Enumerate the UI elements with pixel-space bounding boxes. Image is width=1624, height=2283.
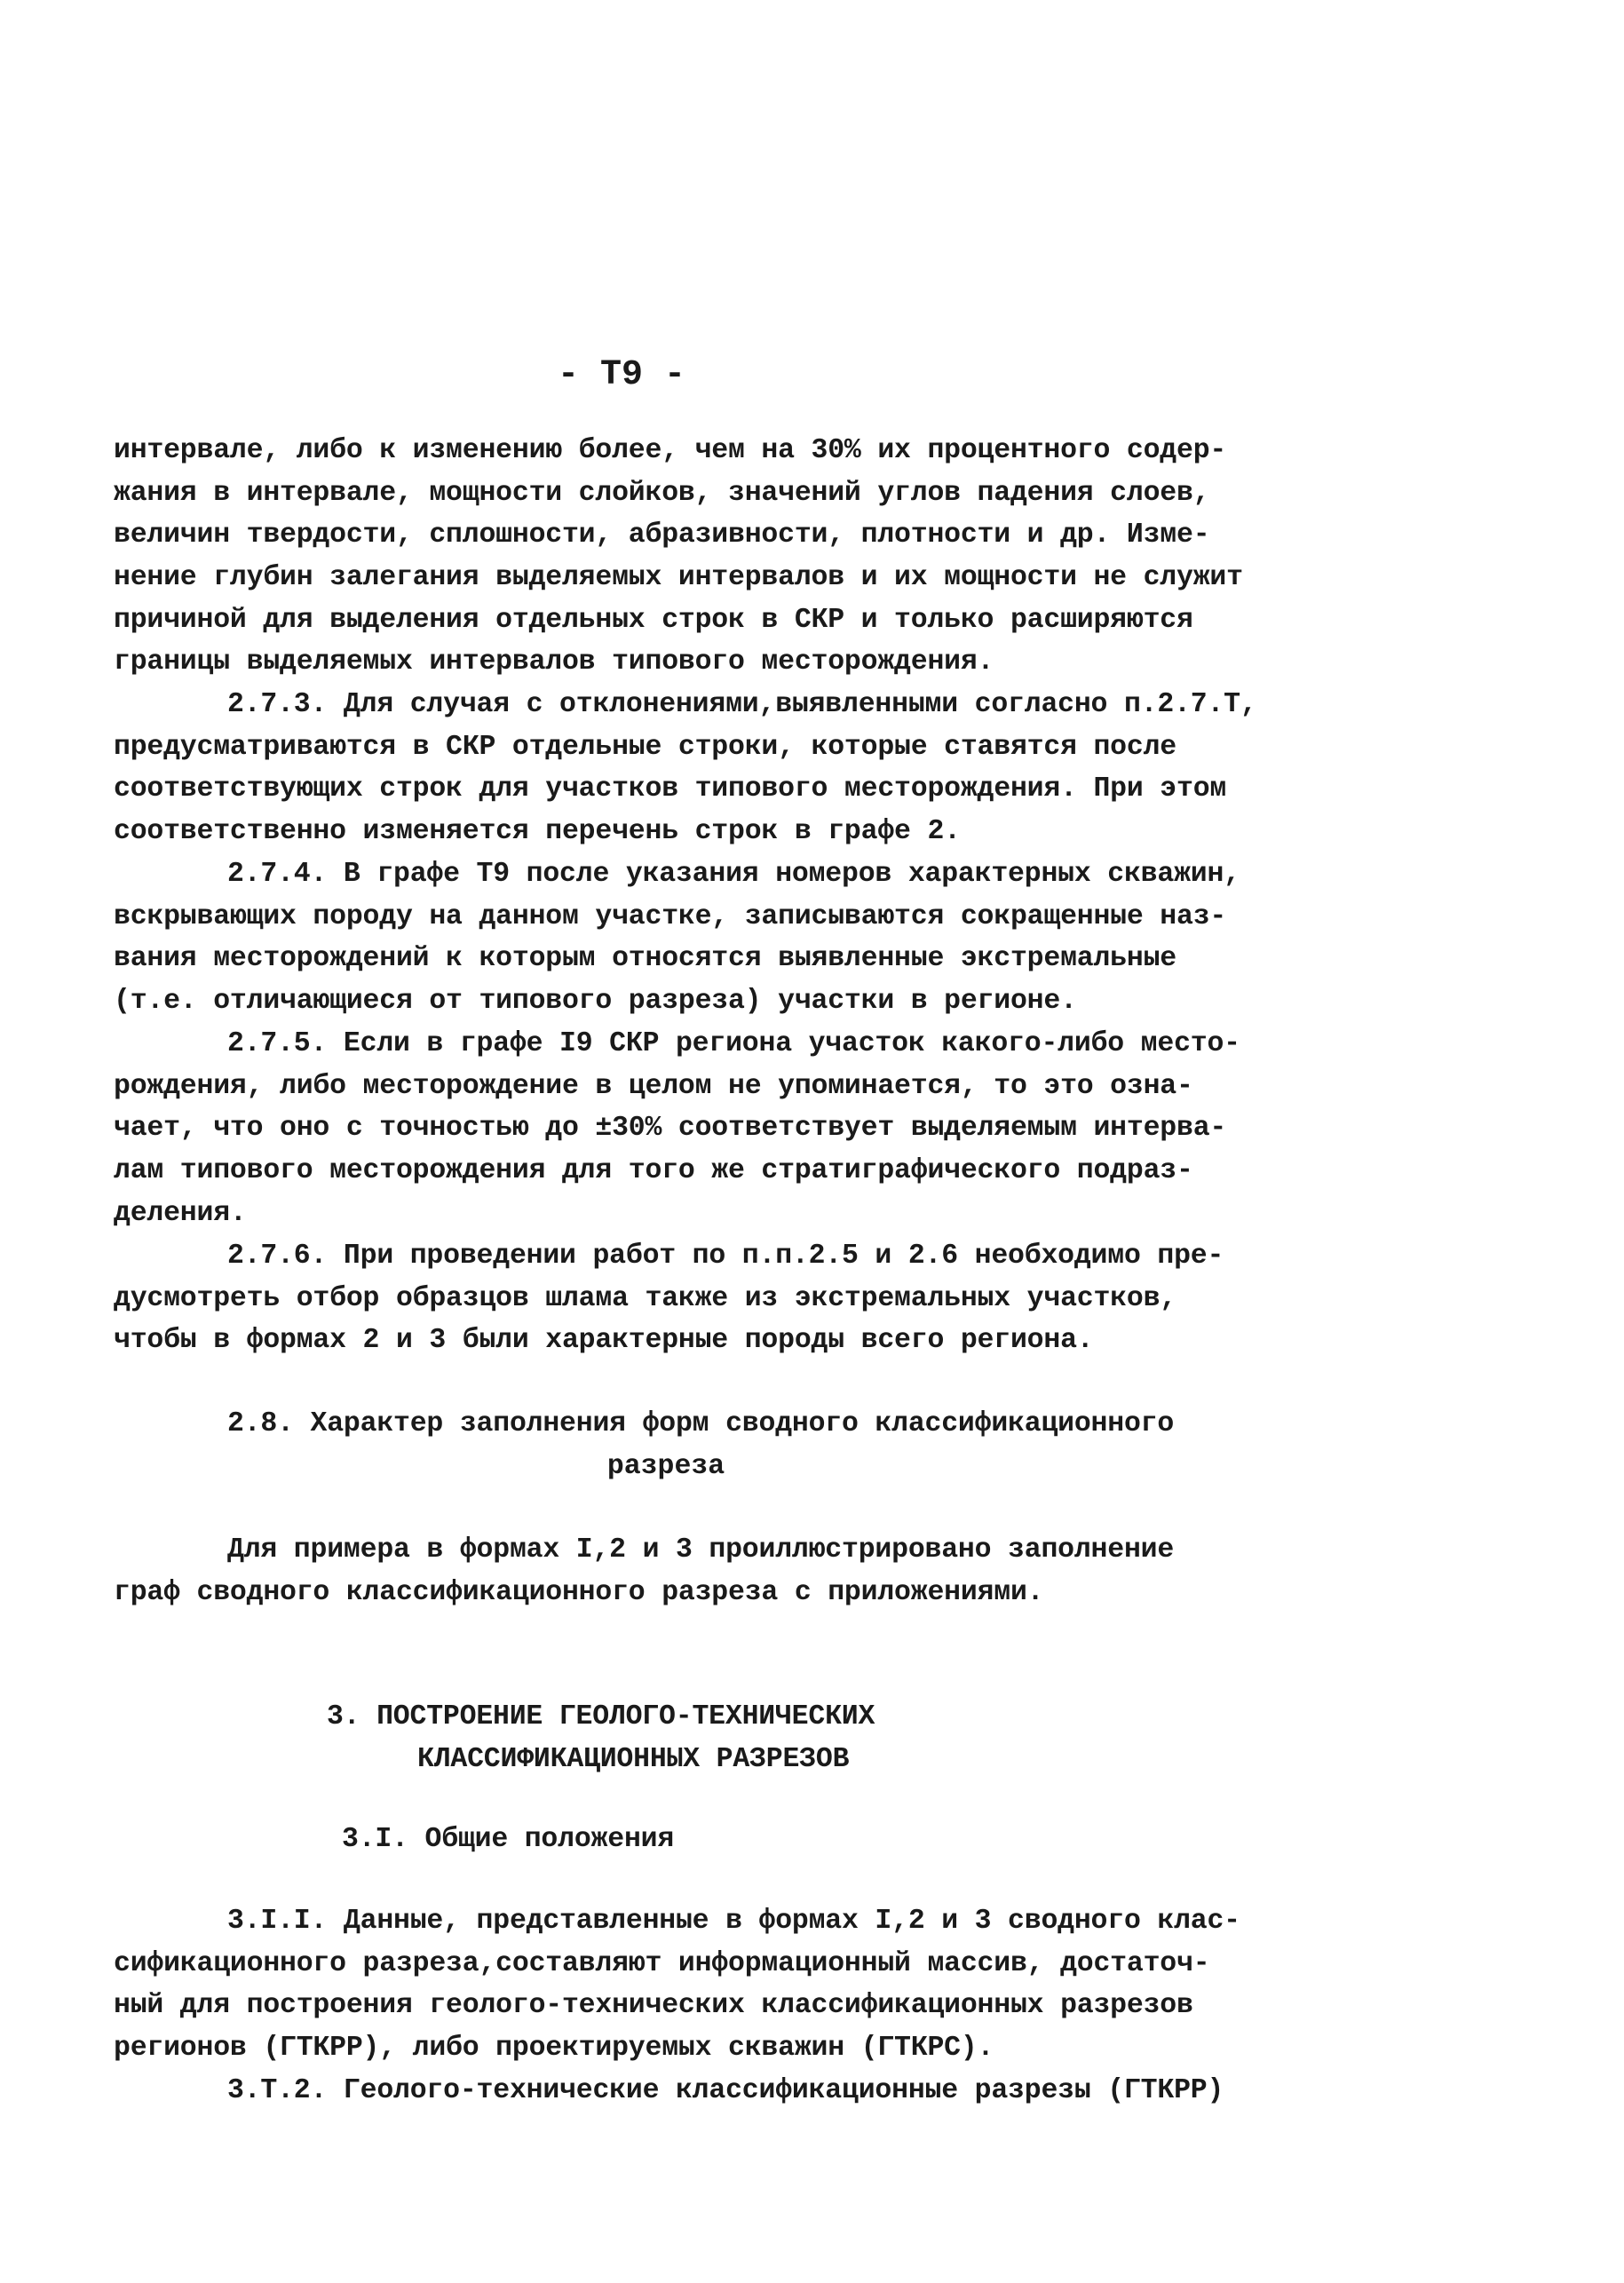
text-line: Для примера в формах I,2 и 3 проиллюстрировано заполнение: [227, 1534, 1175, 1566]
text-line: чает, что оно с точностью до ±30% соответствует выделяемым интерва-: [114, 1113, 1227, 1145]
text-line: рождения, либо месторождение в целом не упоминается, то это озна-: [114, 1070, 1193, 1102]
section-title-cont: КЛАССИФИКАЦИОННЫХ РАЗРЕЗОВ: [417, 1744, 850, 1775]
text-line: лам типового месторождения для того же стратиграфического подраз-: [114, 1155, 1193, 1187]
text-line: 2.7.3. Для случая с отклонениями,выявленными согласно п.2.7.Т,: [227, 689, 1257, 720]
page-number: - Т9 -: [557, 355, 686, 395]
text-line: вания месторождений к которым относятся выявленные экстремальные: [114, 943, 1176, 975]
section-2-8-heading: [114, 1403, 1268, 1446]
text-line: соответствующих строк для участков типового месторождения. При этом: [114, 773, 1227, 805]
text-line: деления.: [114, 1197, 247, 1229]
text-line: сификационного разреза,составляют информационный массив, достаточ-: [114, 1947, 1210, 1979]
section-3-heading: [327, 1696, 1215, 1739]
text-line: граф сводного классификационного разреза с приложениями.: [114, 1576, 1044, 1608]
text-line: (т.е. отличающиеся от типового разреза) участки в регионе.: [114, 986, 1077, 1018]
paragraph-2-7-4: [114, 853, 1268, 1023]
subsection-3-1-heading: [342, 1819, 1141, 1861]
text-line: 3.I.I. Данные, представленные в формах I,2 и 3 сводного клас-: [227, 1906, 1240, 1937]
section-title-cont: разреза: [606, 1451, 725, 1482]
text-line: соответственно изменяется перечень строк в графе 2.: [114, 816, 961, 848]
paragraph-2-7-3: [114, 684, 1268, 853]
text-line: интервале, либо к изменению более, чем на 30% их процентного содер-: [114, 435, 1227, 466]
section-2-8-text: [114, 1529, 1268, 1613]
subsection-title: 3.I. Общие положения: [342, 1824, 675, 1855]
text-line: величин твердости, сплошности, абразивности, плотности и др. Изме-: [114, 519, 1210, 551]
text-line: дусмотреть отбор образцов шлама также из экстремальных участков,: [114, 1282, 1176, 1314]
section-3-heading-cont: [417, 1739, 1216, 1781]
paragraph-2-7-6: [114, 1235, 1268, 1362]
paragraph-intro: [114, 430, 1268, 684]
text-line: ный для построения геолого-технических классификационных разрезов: [114, 1990, 1193, 2022]
text-line: 2.7.6. При проведении работ по п.п.2.5 и 2.6 необходимо пре-: [227, 1241, 1224, 1272]
text-line: предусматриваются в СКР отдельные строки, которые ставятся после: [114, 731, 1176, 763]
text-line: вскрывающих породу на данном участке, записываются сокращенные наз-: [114, 900, 1227, 932]
text-line: границы выделяемых интервалов типового месторождения.: [114, 646, 994, 678]
section-2-8-heading-cont: [89, 1446, 1243, 1488]
text-line: 3.Т.2. Геолого-технические классификационные разрезы (ГТКРР): [227, 2074, 1224, 2106]
section-title: 3. ПОСТРОЕНИЕ ГЕОЛОГО-ТЕХНИЧЕСКИХ: [327, 1701, 875, 1732]
text-line: регионов (ГТКРР), либо проектируемых скважин (ГТКРС).: [114, 2033, 994, 2065]
text-line: 2.7.5. Если в графе I9 СКР региона участок какого-либо место-: [227, 1028, 1240, 1059]
text-line: 2.7.4. В графе Т9 после указания номеров характерных скважин,: [227, 859, 1240, 890]
paragraph-3-1-1: [114, 1900, 1268, 2112]
text-line: причиной для выделения отдельных строк в СКР и только расширяются: [114, 604, 1193, 636]
paragraph-2-7-5: [114, 1023, 1268, 1234]
text-line: чтобы в формах 2 и 3 были характерные породы всего региона.: [114, 1325, 1094, 1357]
section-title: 2.8. Характер заполнения форм сводного классификационного: [227, 1408, 1175, 1439]
text-line: нение глубин залегания выделяемых интервалов и их мощности не служит: [114, 562, 1243, 594]
text-line: жания в интервале, мощности слойков, значений углов падения слоев,: [114, 477, 1210, 509]
